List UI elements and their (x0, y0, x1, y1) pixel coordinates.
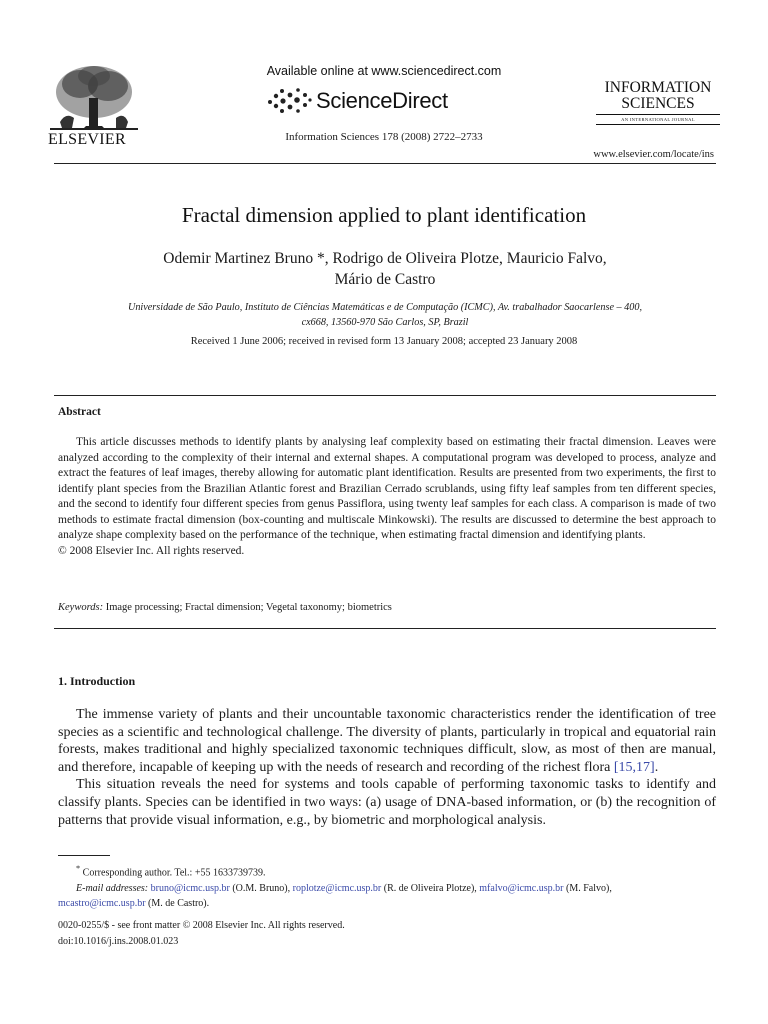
keywords (58, 602, 392, 613)
journal-name-line1: INFORMATION (604, 79, 712, 96)
email-link-castro[interactable]: mcastro@icmc.usp.br (58, 898, 146, 910)
available-online-text: Available online at www.sciencedirect.com (266, 64, 502, 78)
keywords-label: Keywords: (58, 602, 104, 613)
email-link-bruno[interactable]: bruno@icmc.usp.br (150, 882, 230, 894)
footnote-rule (58, 855, 110, 856)
email-owner: (O.M. Bruno), (229, 882, 293, 894)
abstract-body (58, 435, 716, 559)
footnotes (58, 861, 718, 912)
journal-subtitle: AN INTERNATIONAL JOURNAL (621, 117, 695, 122)
header-rule (54, 163, 716, 164)
affiliation-line1: Universidade de São Paulo, Instituto de Ciências Matemáticas e de Computação (ICMC), Av. trabalhador Saocarlense – 400, (127, 302, 643, 313)
abstract-top-rule (54, 395, 716, 396)
email-owner: (M. Falvo), (563, 882, 612, 894)
intro-paragraph-2: This situation reveals the need for systems and tools capable of performing taxonomic tasks to identify and classify plants. Species can be identified in two ways: (a) usage of DNA-based information, or (b) the recognition of patterns that provide visual information, e.g., by biometric and morphological analysis. (58, 777, 716, 828)
citation-link[interactable]: [15,17] (613, 759, 655, 775)
email-owner: (M. de Castro). (145, 898, 210, 910)
abstract-bottom-rule (54, 628, 716, 629)
authors-line1: Odemir Martinez Bruno *, Rodrigo de Oliveira Plotze, Mauricio Falvo, (163, 250, 607, 267)
corresponding-author-note (58, 861, 718, 881)
email-owner: (R. de Oliveira Plotze), (381, 882, 480, 894)
section-heading-introduction: 1. Introduction (58, 674, 136, 688)
intro-p1-end: . (654, 759, 659, 775)
keywords-list: Image processing; Fractal dimension; Vegetal taxonomy; biometrics (105, 602, 392, 613)
intro-p1-text: The immense variety of plants and their uncountable taxonomic characteristics render the identification of tree species as a scientific and technological challenge. The diversity of plants, particularly in tropical and equatorial rain forests, makes traditional and highly specialized taxonomic techniques difficult, slow, as most of then are manual, and therefore, incapable of keeping up with the needs of research and recording of the richest flora (58, 707, 716, 775)
article-title: Fractal dimension applied to plant identification (181, 203, 587, 227)
doi-line[interactable]: doi:10.1016/j.ins.2008.01.023 (58, 935, 179, 947)
article-identifiers (58, 918, 345, 949)
article-dates: Received 1 June 2006; received in revised form 13 January 2008; accepted 23 January 2008 (190, 336, 578, 347)
email-link-plotze[interactable]: roplotze@icmc.usp.br (292, 882, 382, 894)
abstract-heading: Abstract (58, 406, 101, 418)
sciencedirect-wordmark: ScienceDirect (316, 88, 448, 113)
email-label: E-mail addresses: (76, 882, 149, 894)
introduction-body (58, 706, 716, 829)
journal-citation: Information Sciences 178 (2008) 2722–2733 (285, 131, 483, 143)
intro-paragraph-1 (58, 706, 716, 776)
author-list (54, 248, 716, 290)
journal-url-link[interactable]: www.elsevier.com/locate/ins (593, 149, 714, 160)
publisher-name: ELSEVIER (48, 131, 126, 148)
journal-name-line2: SCIENCES (621, 95, 695, 112)
corresponding-text: Corresponding author. Tel.: +55 1633739739. (82, 867, 266, 879)
journal-logo-rule (596, 114, 720, 115)
email-link-falvo[interactable]: mfalvo@icmc.usp.br (479, 882, 564, 894)
abstract-copyright: © 2008 Elsevier Inc. All rights reserved. (58, 544, 245, 557)
affiliation-line2: cx668, 13560-970 São Carlos, SP, Brazil (301, 317, 469, 328)
email-addresses (58, 881, 718, 897)
abstract-text: This article discusses methods to identify plants by analysing leaf complexity based on estimating their fractal dimension. Leaves were analyzed according to the complexity of their internal and external shapes. A computational program was developed to process, analyze and extract the features of leaf images, thereby allowing for automatic plant identification. Results are presented from two experiments, the first to identify plant species from the Brazilian Atlantic forest and Brazilian Cerrado scrublands, using fifty leaf samples from ten different species, and the second to identify four different species from genus Passiflora, using twenty leaf samples for each class. A comparison is made of two methods to estimate fractal dimension (box-counting and multiscale Minkowski). The results are discussed to determine the best approach to analyze shape complexity based on the performance of the technique, when estimating fractal dimension and identifying plants. (58, 436, 716, 541)
email-addresses-cont (58, 896, 718, 912)
issn-line: 0020-0255/$ - see front matter © 2008 Elsevier Inc. All rights reserved. (58, 920, 345, 931)
footnote-star: * (76, 864, 81, 873)
authors-line2: Mário de Castro (334, 271, 436, 288)
journal-logo-title (588, 80, 728, 112)
journal-logo-rule-bottom (596, 124, 720, 125)
affiliation (70, 300, 700, 330)
